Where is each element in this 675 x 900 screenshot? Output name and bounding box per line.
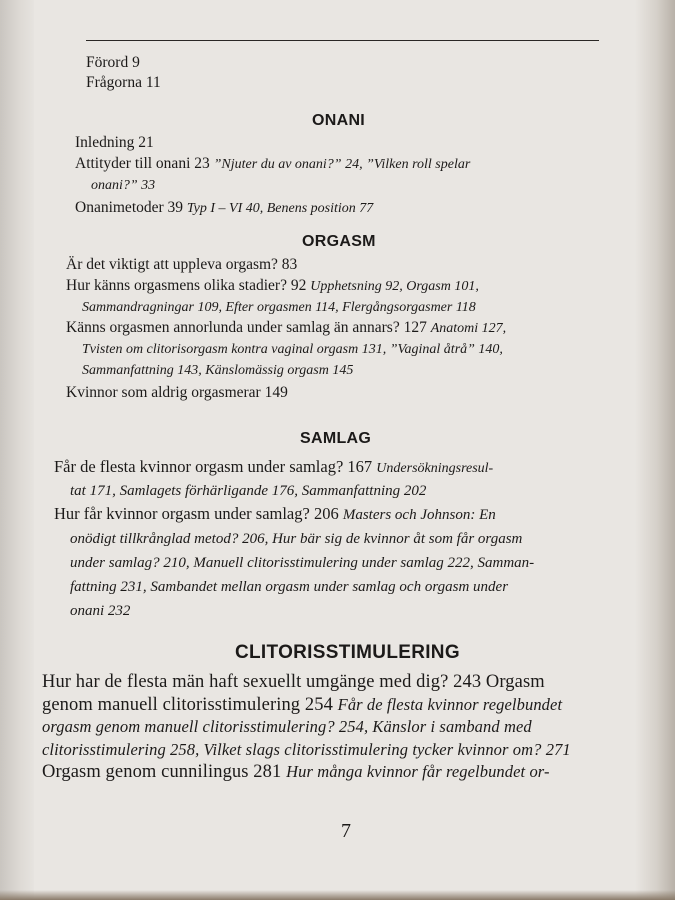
front-item: Förord 9 (86, 54, 140, 71)
toc-line: genom manuell clitorisstimulering 254 Får de flesta kvinnor regelbundet (42, 694, 563, 715)
toc-line: Får de flesta kvinnor orgasm under samlag? 167 Undersökningsresul- (54, 457, 494, 476)
toc-line: onödigt tillkrånglad metod? 206, Hur bär sig de kvinnor åt som får orgasm (70, 531, 523, 547)
page-right-edge (635, 0, 675, 900)
toc-line: Tvisten om clitorisorgasm kontra vaginal orgasm 131, ”Vaginal åtrå” 140, (82, 342, 503, 357)
toc-line: Känns orgasmen annorlunda under samlag än annars? 127 Anatomi 127, (66, 319, 507, 336)
section-samlag (54, 456, 534, 623)
heading-samlag: SAMLAG (300, 430, 372, 447)
page-number: 7 (341, 820, 351, 842)
toc-line: Orgasm genom cunnilingus 281 Hur många kvinnor får regelbundet or- (42, 762, 550, 782)
heading-orgasm: ORGASM (302, 233, 376, 250)
toc-line: Hur har de flesta män haft sexuellt umgänge med dig? 243 Orgasm (42, 672, 545, 692)
toc-line: fattning 231, Sambandet mellan orgasm under samlag och orgasm under (70, 579, 509, 595)
toc-line: tat 171, Samlagets förhärligande 176, Sammanfattning 202 (70, 483, 427, 499)
toc-line: Sammandragningar 109, Efter orgasmen 114, Flergångsorgasmer 118 (82, 300, 476, 315)
toc-line: clitorisstimulering 258, Vilket slags clitorisstimulering tycker kvinnor om? 271 (42, 739, 571, 759)
front-item: Frågorna 11 (86, 74, 161, 91)
toc-line: Onanimetoder 39 Typ I – VI 40, Benens position 77 (75, 199, 374, 216)
heading-onani: ONANI (312, 112, 366, 129)
toc-line: onani?” 33 (91, 178, 156, 193)
toc-line: Inledning 21 (75, 134, 154, 151)
toc-line: Hur får kvinnor orgasm under samlag? 206 Masters och Johnson: En (54, 504, 496, 523)
toc-line: Sammanfattning 143, Känslomässig orgasm 145 (82, 363, 354, 378)
front-matter (86, 53, 161, 93)
section-onani (75, 133, 470, 219)
toc-line: orgasm genom manuell clitorisstimulering? 254, Känslor i samband med (42, 717, 532, 736)
section-clitorisstimulering (42, 671, 571, 784)
toc-line: Attityder till onani 23 ”Njuter du av onani?” 24, ”Vilken roll spelar (75, 155, 471, 172)
toc-line: Kvinnor som aldrig orgasmerar 149 (66, 384, 288, 401)
heading-clitorisstimulering: CLITORISSTIMULERING (235, 642, 460, 663)
page-left-edge (0, 0, 34, 900)
toc-line: under samlag? 210, Manuell clitorisstimulering under samlag 222, Samman- (70, 555, 535, 571)
toc-line: Är det viktigt att uppleva orgasm? 83 (66, 256, 298, 273)
section-orgasm (66, 255, 506, 404)
toc-line: onani 232 (70, 603, 131, 619)
top-rule (86, 40, 599, 41)
page-bottom-edge (0, 890, 675, 900)
toc-line: Hur känns orgasmens olika stadier? 92 Upphetsning 92, Orgasm 101, (66, 277, 479, 294)
